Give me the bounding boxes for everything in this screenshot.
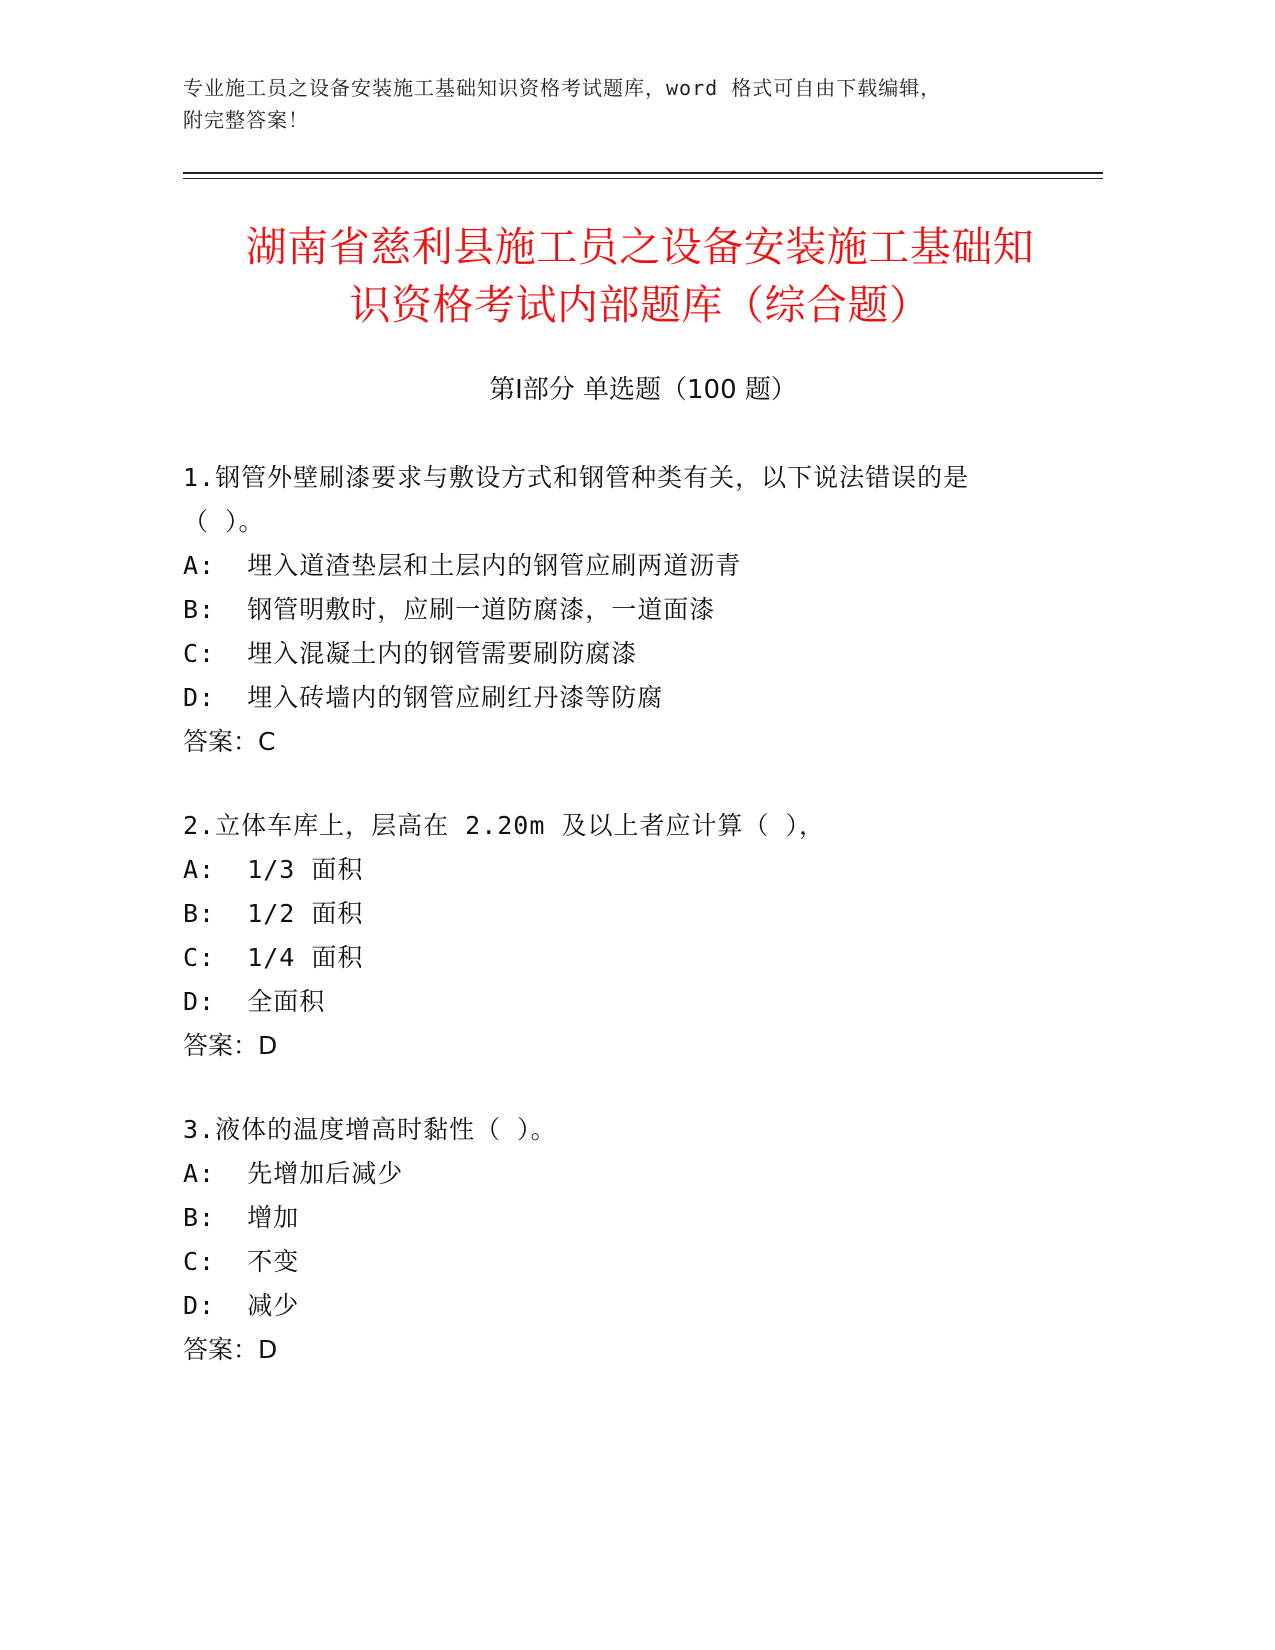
answer: 答案：C: [183, 727, 276, 756]
question-2: [183, 804, 1043, 1068]
option-a: A: 埋入道渣垫层和土层内的钢管应刷两道沥青: [183, 551, 742, 580]
question-stem: 2.立体车库上，层高在 2.20m 及以上者应计算（ ），: [183, 811, 826, 840]
option-b: B: 钢管明敷时，应刷一道防腐漆，一道面漆: [183, 595, 716, 624]
option-d: D: 减少: [183, 1291, 300, 1320]
option-c: C: 埋入混凝土内的钢管需要刷防腐漆: [183, 639, 638, 668]
title-line-2: 识资格考试内部题库（综合题）: [349, 281, 931, 329]
question-stem: 1.钢管外壁刷漆要求与敷设方式和钢管种类有关，以下说法错误的是: [183, 463, 970, 492]
option-b: B: 增加: [183, 1203, 300, 1232]
option-c: C: 1/4 面积: [183, 943, 364, 972]
answer: 答案：D: [183, 1335, 278, 1364]
option-d: D: 埋入砖墙内的钢管应刷红丹漆等防腐: [183, 683, 664, 712]
option-a: A: 1/3 面积: [183, 855, 364, 884]
answer: 答案：D: [183, 1031, 278, 1060]
title-line-1: 湖南省慈利县施工员之设备安装施工基础知: [245, 223, 1035, 271]
question-3: [183, 1108, 1043, 1372]
document-header: [183, 72, 1053, 136]
option-d: D: 全面积: [183, 987, 326, 1016]
question-list: [183, 456, 1043, 1412]
document-title: [190, 218, 1090, 334]
question-stem: 3.液体的温度增高时黏性（ ）。: [183, 1115, 557, 1144]
option-b: B: 1/2 面积: [183, 899, 364, 928]
question-1: [183, 456, 1043, 764]
header-divider-thin: [183, 178, 1103, 179]
question-stem-continued: （ ）。: [183, 507, 265, 536]
header-divider-thick: [183, 172, 1103, 174]
header-line-1: 专业施工员之设备安装施工基础知识资格考试题库，word 格式可自由下载编辑，: [183, 76, 942, 100]
option-c: C: 不变: [183, 1247, 300, 1276]
option-a: A: 先增加后减少: [183, 1159, 404, 1188]
header-line-2: 附完整答案！: [183, 108, 309, 132]
section-title: 第Ⅰ部分 单选题（100 题）: [489, 375, 797, 405]
